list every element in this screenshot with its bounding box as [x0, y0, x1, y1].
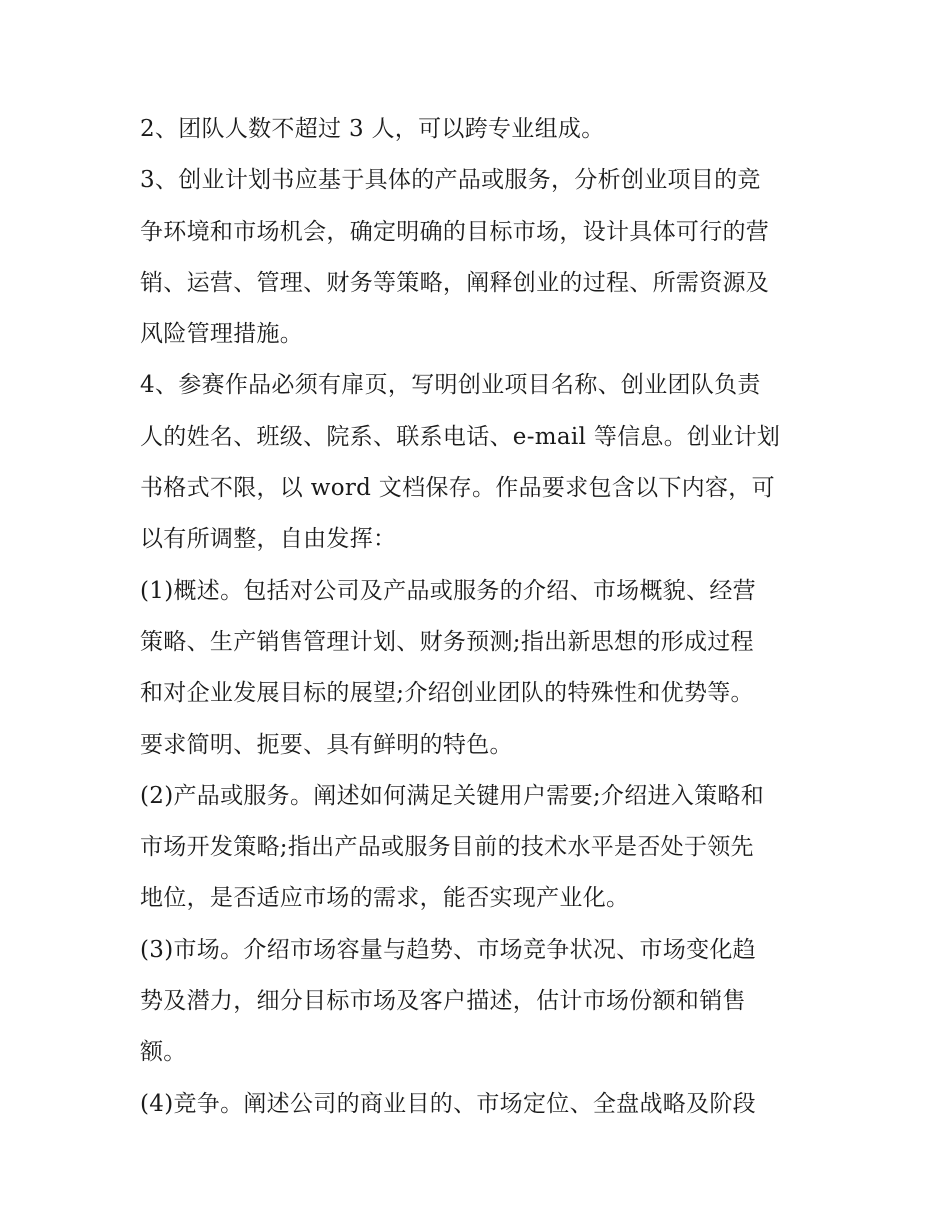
text-line: 2、团队人数不超过 3 人，可以跨专业组成。 [140, 116, 605, 142]
text-line: 势及潜力，细分目标市场及客户描述，估计市场份额和销售 [140, 988, 746, 1015]
text-line: 市场开发策略;指出产品或服务目前的技术水平是否处于领先 [140, 834, 754, 861]
text-line: 4、参赛作品必须有扉页，写明创业项目名称、创业团队负责 [140, 372, 761, 399]
text-line: (3)市场。介绍市场容量与趋势、市场竞争状况、市场变化趋 [140, 936, 756, 963]
text-line: 风险管理措施。 [140, 321, 304, 348]
text-line: (1)概述。包括对公司及产品或服务的介绍、市场概貌、经营 [140, 577, 756, 604]
text-line: 书格式不限，以 word 文档保存。作品要求包含以下内容，可 [140, 475, 775, 502]
text-line: 和对企业发展目标的展望;介绍创业团队的特殊性和优势等。 [140, 680, 754, 707]
document-body [140, 104, 812, 1130]
text-line: (4)竞争。阐述公司的商业目的、市场定位、全盘战略及阶段 [140, 1090, 756, 1117]
text-line: 策略、生产销售管理计划、财务预测;指出新思想的形成过程 [140, 628, 754, 655]
text-line: 争环境和市场机会，确定明确的目标市场，设计具体可行的营 [140, 218, 770, 245]
text-line: 3、创业计划书应基于具体的产品或服务，分析创业项目的竞 [140, 167, 761, 194]
text-line: (2)产品或服务。阐述如何满足关键用户需要;介绍进入策略和 [140, 782, 765, 809]
text-line: 地位，是否适应市场的需求，能否实现产业化。 [140, 885, 630, 912]
text-line: 以有所调整，自由发挥： [140, 526, 397, 553]
text-line: 销、运营、管理、财务等策略，阐释创业的过程、所需资源及 [140, 269, 770, 296]
text-line: 额。 [140, 1039, 187, 1066]
text-line: 要求简明、扼要、具有鲜明的特色。 [140, 731, 513, 758]
text-line: 人的姓名、班级、院系、联系电话、e-mail 等信息。创业计划 [140, 423, 781, 450]
